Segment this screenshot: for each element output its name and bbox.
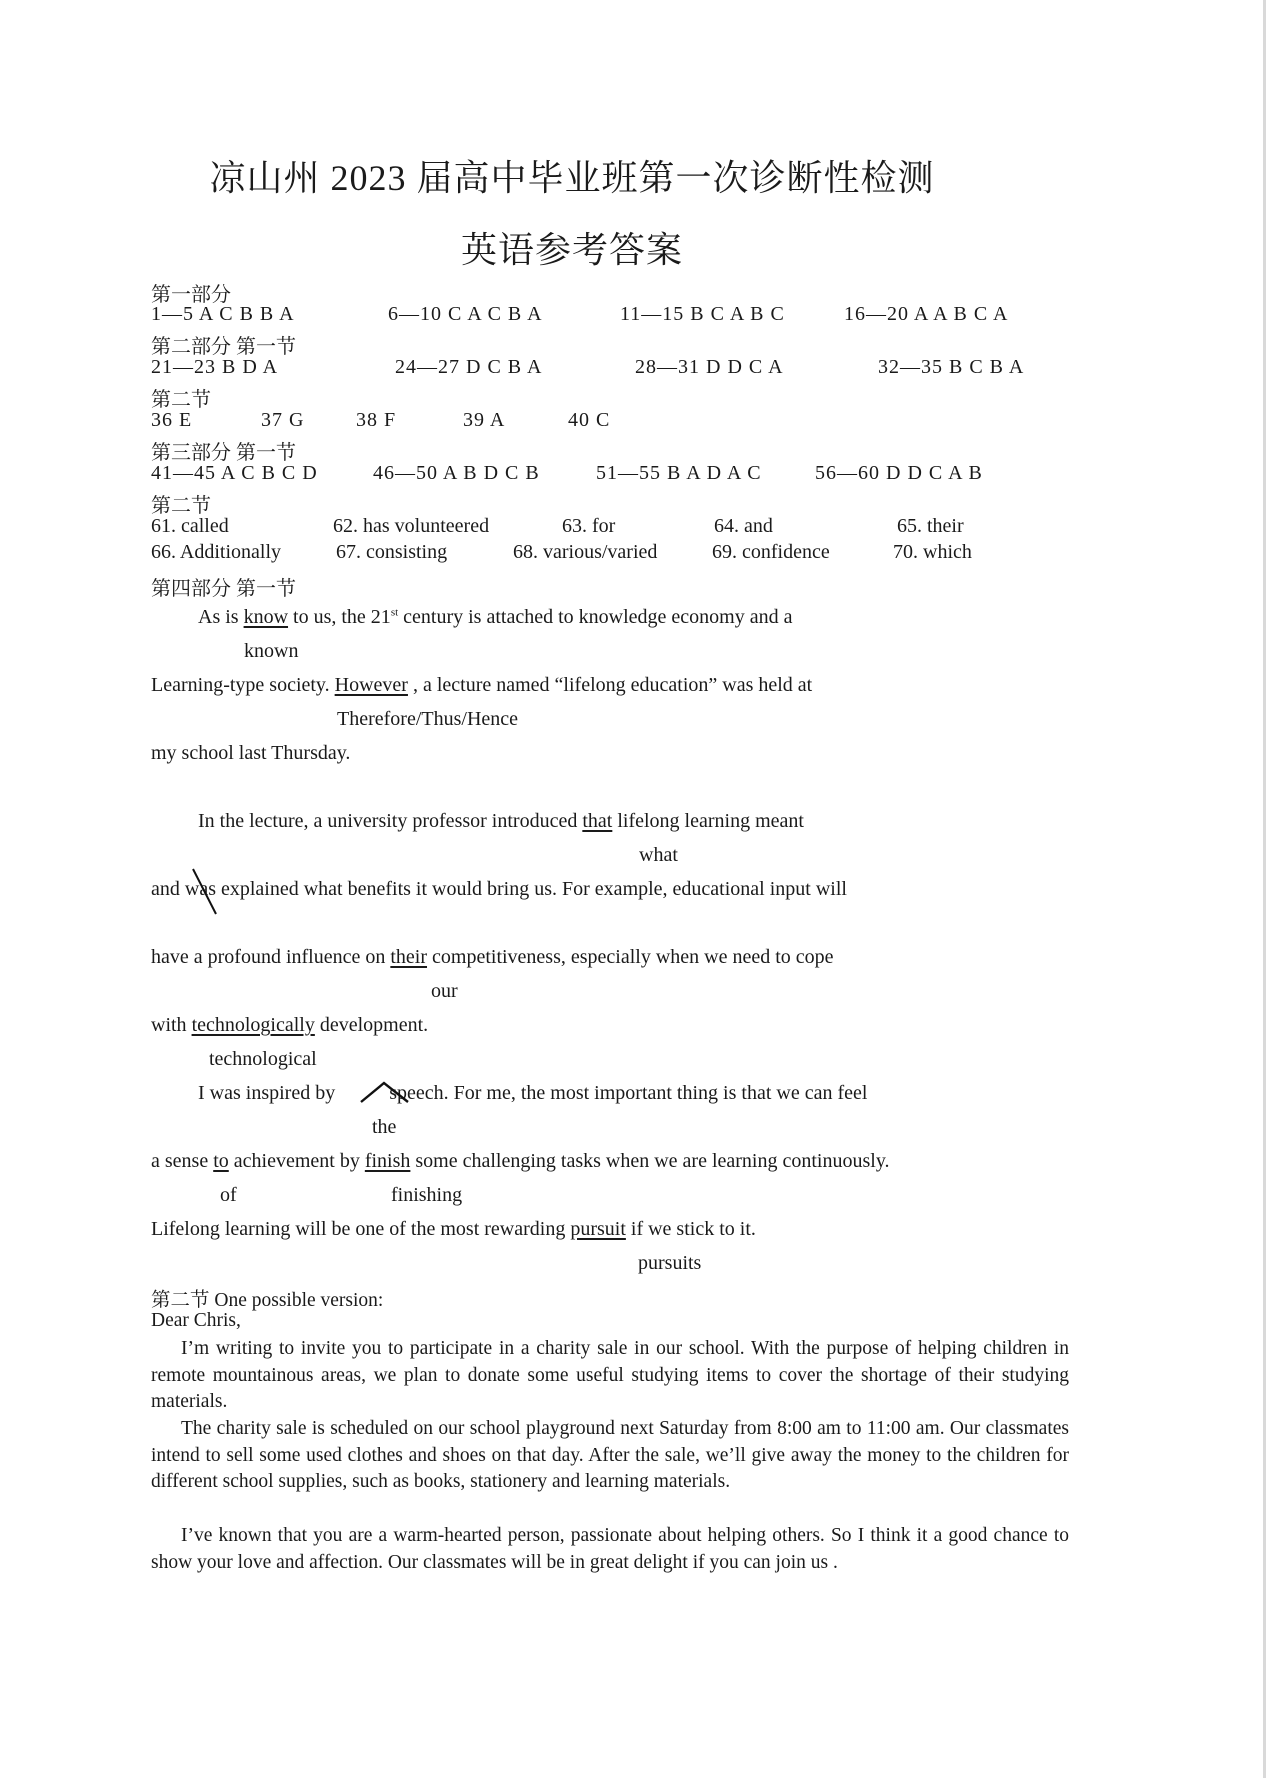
correction-line: I was inspired by speech. For me, the most important thing is that we can feel	[198, 1082, 868, 1104]
fill-answer: 70. which	[893, 541, 972, 563]
fill-answer: 66. Additionally	[151, 541, 281, 563]
answer-group: 6—10 C A C B A	[388, 303, 543, 325]
answer-item: 38 F	[356, 409, 397, 431]
answer-group: 41—45 A C B C D	[151, 462, 318, 484]
answer-group: 1—5 A C B B A	[151, 303, 295, 325]
correction-word: known	[244, 640, 299, 662]
error-word: However	[334, 674, 408, 696]
answer-group: 28—31 D D C A	[635, 356, 784, 378]
correction-word: of	[220, 1184, 237, 1206]
correction-line: Learning-type society. However , a lecture named “lifelong education” was held at	[151, 674, 813, 696]
answer-group: 32—35 B C B A	[878, 356, 1025, 378]
error-word: pursuit	[570, 1218, 626, 1240]
letter-greeting: Dear Chris,	[151, 1310, 241, 1331]
correction-word: our	[431, 980, 458, 1002]
error-word: know	[243, 606, 289, 628]
correction-word: finishing	[391, 1184, 463, 1206]
insert-caret-mark	[358, 1080, 414, 1104]
error-word: that	[582, 810, 613, 832]
text-line: my school last Thursday.	[151, 742, 351, 764]
fill-answer: 61. called	[151, 515, 229, 537]
answer-group: 56—60 D D C A B	[815, 462, 983, 484]
fill-answer: 64. and	[714, 515, 773, 537]
correction-word: what	[639, 844, 678, 866]
correction-line: a sense to achievement by finish some challenging tasks when we are learning continuously.	[151, 1150, 890, 1172]
correction-line: and was explained what benefits it would bring us. For example, educational input will	[151, 878, 847, 900]
error-word: finish	[364, 1150, 411, 1172]
answer-group: 24—27 D C B A	[395, 356, 543, 378]
letter-paragraph: The charity sale is scheduled on our school playground next Saturday from 8:00 am to 11:00 am. Our classmates intend to sell some used clothes and shoes on that day. After the sale, we’ll give away the money to the children for different school supplies, such as books, stationery and learning materials.	[151, 1418, 1069, 1492]
part1-heading: 第一部分	[151, 284, 231, 306]
exam-subtitle: 英语参考答案	[460, 230, 683, 270]
error-word: their	[390, 946, 428, 968]
correction-line: have a profound influence on their competitiveness, especially when we need to cope	[151, 946, 834, 968]
answer-group: 16—20 A A B C A	[844, 303, 1009, 325]
letter-paragraph: I’ve known that you are a warm-hearted person, passionate about helping others. So I think it a good chance to show your love and affection. Our classmates will be in great delight if you can join us .	[151, 1525, 1069, 1573]
answer-group: 51—55 B A D A C	[596, 462, 762, 484]
error-word: technologically	[191, 1014, 315, 1036]
fill-answer: 68. various/varied	[513, 541, 658, 563]
part4-heading: 第四部分 第一节	[151, 578, 296, 600]
correction-line: In the lecture, a university professor introduced that lifelong learning meant	[198, 810, 804, 832]
answer-group: 21—23 B D A	[151, 356, 279, 378]
correction-word: the	[372, 1116, 397, 1138]
answer-item: 40 C	[568, 409, 611, 431]
answer-group: 46—50 A B D C B	[373, 462, 540, 484]
error-word: to	[213, 1150, 229, 1172]
exam-title: 凉山州 2023 届高中毕业班第一次诊断性检测	[209, 158, 935, 198]
fill-answer: 69. confidence	[712, 541, 830, 563]
part3-heading: 第三部分 第一节	[151, 442, 296, 464]
answer-group: 11—15 B C A B C	[620, 303, 785, 325]
delete-mark	[190, 866, 220, 918]
letter-paragraph: I’m writing to invite you to participate in a charity sale in our school. With the purpose of helping children in remote mountainous areas, we plan to donate some useful studying items to cover the shortage of their studying materials.	[151, 1338, 1069, 1412]
correction-word: pursuits	[638, 1252, 702, 1274]
answer-item: 37 G	[261, 409, 305, 431]
fill-answer: 62. has volunteered	[333, 515, 490, 537]
part4-section2-heading: 第二节 One possible version:	[151, 1290, 384, 1311]
correction-line: As is know to us, the 21st century is attached to knowledge economy and a	[198, 606, 793, 628]
correction-word: technological	[209, 1048, 317, 1070]
part3-section2-heading: 第二节	[151, 495, 211, 517]
part2-heading: 第二部分 第一节	[151, 336, 296, 358]
answer-item: 36 E	[151, 409, 193, 431]
fill-answer: 63. for	[562, 515, 616, 537]
answer-item: 39 A	[463, 409, 506, 431]
correction-line: Lifelong learning will be one of the most rewarding pursuit if we stick to it.	[151, 1218, 756, 1240]
fill-answer: 67. consisting	[336, 541, 448, 563]
correction-line: with technologically development.	[151, 1014, 429, 1036]
scan-edge	[1263, 0, 1266, 1778]
correction-word: Therefore/Thus/Hence	[337, 708, 519, 730]
fill-answer: 65. their	[897, 515, 964, 537]
part2-section2-heading: 第二节	[151, 389, 211, 411]
